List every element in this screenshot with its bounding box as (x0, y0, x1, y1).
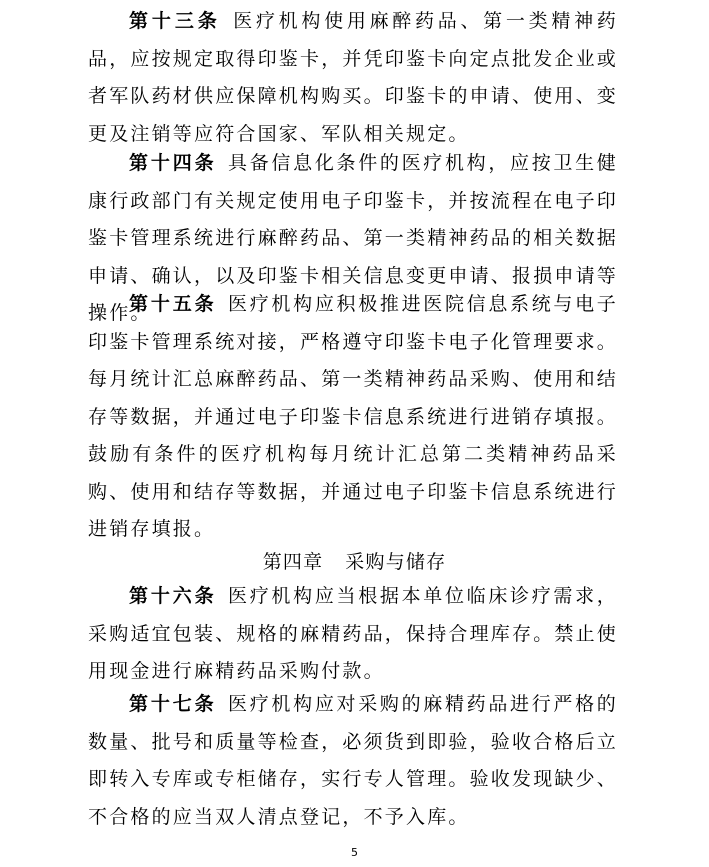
article-text: 医疗机构应当根据本单位临床诊疗需求，采购适宜包装、规格的麻精药品，保持合理库存。禁止使用现金进行麻精药品采购付款。 (88, 585, 619, 682)
article-label: 第十五条 (129, 293, 217, 315)
page-number: 5 (351, 846, 358, 859)
article-label: 第十四条 (129, 152, 217, 174)
article-17 (88, 686, 618, 836)
article-label: 第十三条 (129, 10, 221, 32)
article-text: 医疗机构应积极推进医院信息系统与电子印鉴卡管理系统对接，严格遵守印鉴卡电子化管理要求。每月统计汇总麻醉药品、第一类精神药品采购、使用和结存等数据，并通过电子印鉴卡信息系统进行进销存填报。鼓励有条件的医疗机构每月统计汇总第二类精神药品采购、使用和结存等数据，并通过电子印鉴卡信息系统进行进销存填报。 (88, 293, 619, 540)
article-text: 具备信息化条件的医疗机构，应按卫生健康行政部门有关规定使用电子印鉴卡，并按流程在电子印鉴卡管理系统进行麻醉药品、第一类精神药品的相关数据申请、确认，以及印鉴卡相关信息变更申请、报损申请等操作。 (88, 152, 619, 324)
chapter-heading (0, 547, 709, 574)
chapter-number: 第四章 (262, 551, 324, 573)
article-label: 第十六条 (129, 585, 217, 607)
chapter-title: 采购与储存 (345, 551, 447, 573)
article-label: 第十七条 (129, 693, 217, 715)
article-text: 医疗机构应对采购的麻精药品进行严格的数量、批号和质量等检查，必须货到即验，验收合格后立即转入专库或专柜储存，实行专人管理。验收发现缺少、不合格的应当双人清点登记，不予入库。 (88, 693, 619, 828)
article-text: 医疗机构使用麻醉药品、第一类精神药品，应按规定取得印鉴卡，并凭印鉴卡向定点批发企业或者军队药材供应保障机构购买。印鉴卡的申请、使用、变更及注销等应符合国家、军队相关规定。 (88, 10, 619, 145)
article-15 (88, 286, 618, 549)
article-16 (88, 578, 618, 691)
article-13 (88, 3, 618, 153)
